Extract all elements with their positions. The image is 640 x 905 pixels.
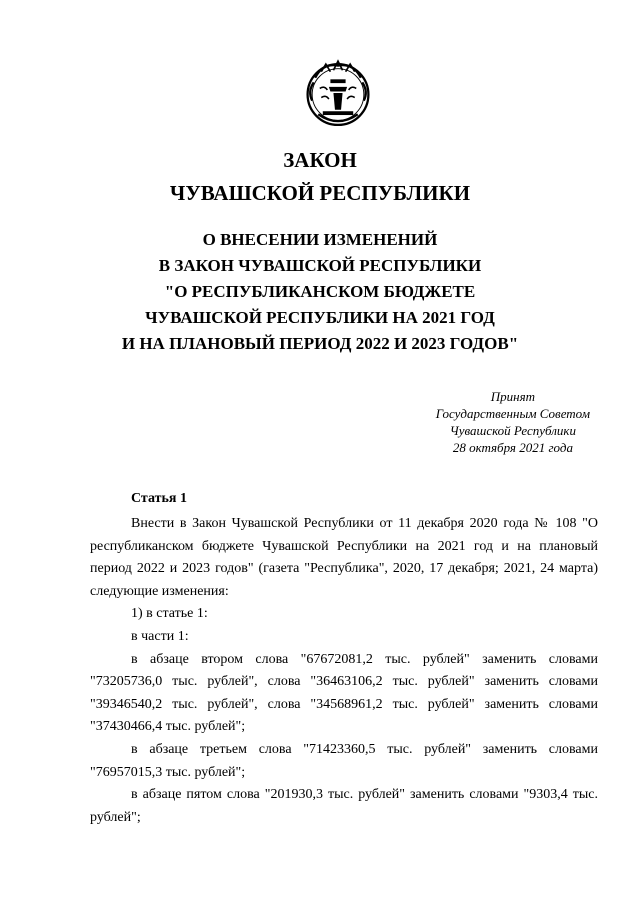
subtitle-line: О ВНЕСЕНИИ ИЗМЕНЕНИЙ — [202, 230, 438, 249]
document-title-region: ЧУВАШСКОЙ РЕСПУБЛИКИ — [169, 181, 471, 205]
chuvash-emblem-icon — [300, 55, 376, 131]
paragraph: Внести в Закон Чувашской Республики от 11 декабря 2020 года № 108 "О республиканском бюджете Чувашской Республики на 2021 год и на плановый период 2022 и 2023 годов" (газета "Республика", 2020, 17 декабря; 2021, 24 марта) следующие изменения: — [90, 516, 598, 599]
adoption-line: Государственным Советом — [435, 406, 590, 421]
paragraph: 1) в статье 1: — [131, 606, 208, 622]
paragraph: в части 1: — [131, 628, 189, 644]
subtitle-line: ЧУВАШСКОЙ РЕСПУБЛИКИ НА 2021 ГОД — [145, 308, 495, 327]
paragraph: в абзаце втором слова "67672081,2 тыс. рублей" заменить словами "73205736,0 тыс. рублей", слова "36463106,2 тыс. рублей" заменить словами "39346540,2 тыс. рублей", слова "34568961,2 тыс. рублей" заменить словами "37430466,4 тыс. рублей"; — [90, 651, 598, 735]
document-body — [90, 513, 598, 829]
adoption-line: Чувашской Республики — [449, 423, 577, 438]
subtitle-line: В ЗАКОН ЧУВАШСКОЙ РЕСПУБЛИКИ — [158, 256, 482, 275]
paragraph: в абзаце третьем слова "71423360,5 тыс. рублей" заменить словами "76957015,3 тыс. рублей"; — [90, 741, 598, 780]
adoption-date: 28 октября 2021 года — [452, 440, 573, 455]
document-title: ЗАКОН — [283, 148, 357, 172]
adoption-line: Принят — [490, 389, 536, 404]
article-heading: Статья 1 — [131, 491, 187, 506]
subtitle-line: "О РЕСПУБЛИКАНСКОМ БЮДЖЕТЕ — [164, 282, 476, 301]
subtitle-line: И НА ПЛАНОВЫЙ ПЕРИОД 2022 И 2023 ГОДОВ" — [121, 334, 519, 353]
paragraph: в абзаце пятом слова "201930,3 тыс. рублей" заменить словами "9303,4 тыс. рублей"; — [90, 787, 598, 825]
adoption-note — [436, 388, 590, 456]
law-subtitle — [0, 227, 640, 357]
